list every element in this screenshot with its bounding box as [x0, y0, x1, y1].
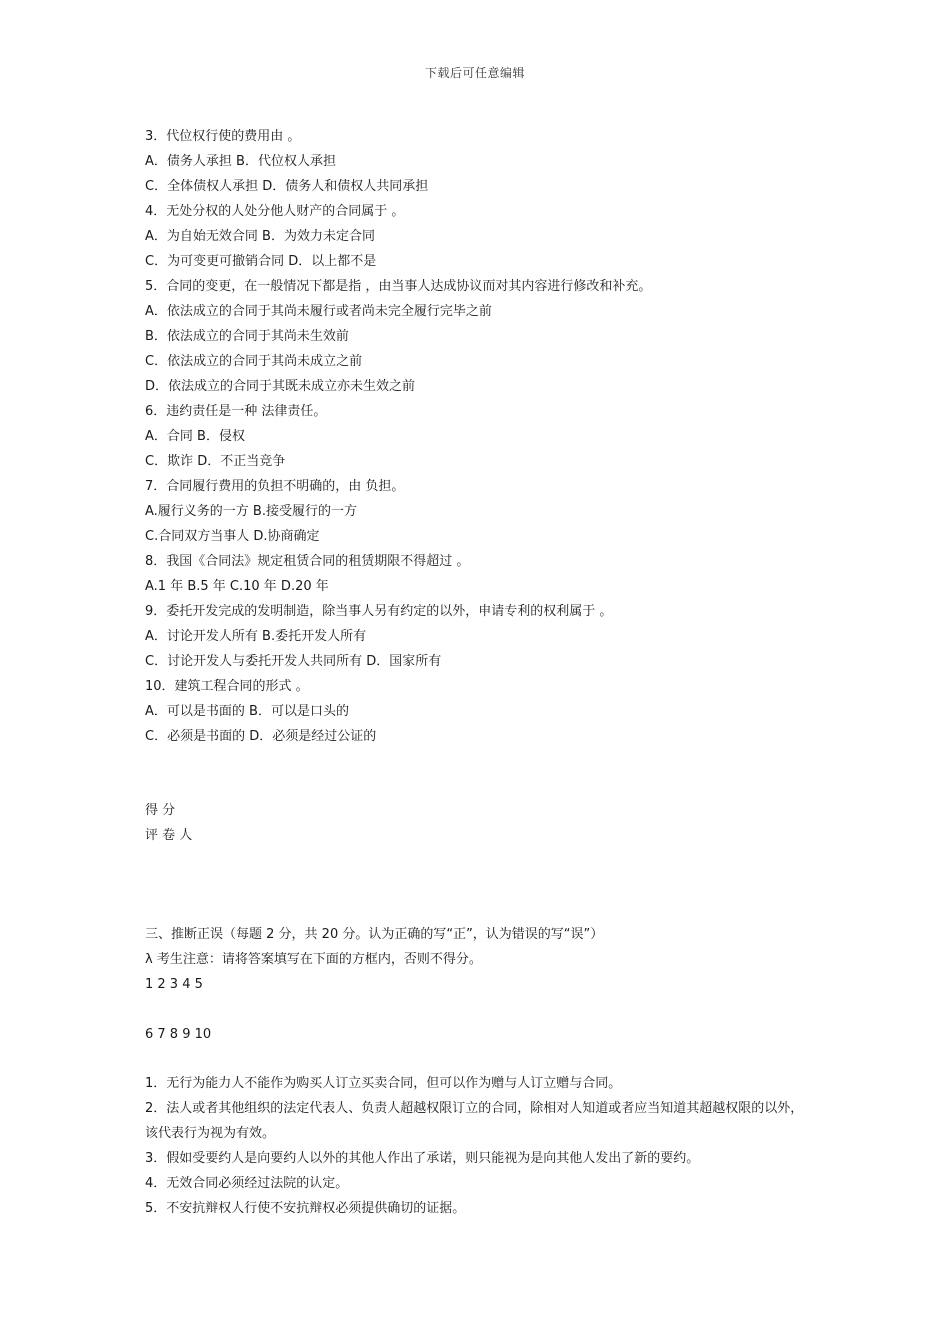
question-7-options-ab: A.履行义务的一方 B.接受履行的一方	[145, 504, 357, 519]
question-6-options-cd: C．欺诈 D．不正当竞争	[145, 454, 286, 469]
question-5-option-d: D．依法成立的合同于其既未成立亦未生效之前	[145, 379, 416, 394]
question-3-stem: 3．代位权行使的费用由 。	[145, 129, 301, 144]
question-5-option-a: A．依法成立的合同于其尚未履行或者尚未完全履行完毕之前	[145, 304, 492, 319]
tf-item-4: 4．无效合同必须经过法院的认定。	[145, 1176, 349, 1191]
question-7-options-cd: C.合同双方当事人 D.协商确定	[145, 529, 320, 544]
section-3-notice: λ 考生注意：请将答案填写在下面的方框内，否则不得分。	[145, 952, 482, 967]
section-3-title: 三、推断正误（每题 2 分，共 20 分。认为正确的写“正”，认为错误的写“误”）	[145, 927, 604, 942]
score-label: 得 分	[145, 803, 176, 818]
question-7-stem: 7．合同履行费用的负担不明确的，由 负担。	[145, 479, 405, 494]
tf-item-1: 1．无行为能力人不能作为购买人订立买卖合同，但可以作为赠与人订立赠与合同。	[145, 1076, 622, 1091]
question-10-stem: 10．建筑工程合同的形式 。	[145, 679, 309, 694]
question-6-options-ab: A．合同 B．侵权	[145, 429, 245, 444]
question-9-stem: 9．委托开发完成的发明制造，除当事人另有约定的以外，申请专利的权利属于 。	[145, 604, 613, 619]
question-9-options-ab: A．讨论开发人所有 B.委托开发人所有	[145, 629, 367, 644]
question-10-options-cd: C．必须是书面的 D．必须是经过公证的	[145, 729, 377, 744]
question-3-options-ab: A．债务人承担 B．代位权人承担	[145, 154, 336, 169]
question-5-stem: 5．合同的变更，在一般情况下都是指 ，由当事人达成协议而对其内容进行修改和补充。	[145, 279, 652, 294]
question-4-options-ab: A．为自始无效合同 B．为效力未定合同	[145, 229, 375, 244]
question-10-options-ab: A．可以是书面的 B．可以是口头的	[145, 704, 349, 719]
tf-item-2: 2．法人或者其他组织的法定代表人、负责人超越权限订立的合同，除相对人知道或者应当知道其超越权限的以外，该代表行为视为有效。	[145, 1101, 804, 1141]
answer-grid-row-2: 6 7 8 9 10	[145, 1027, 212, 1042]
page-header: 下载后可任意编辑	[424, 66, 525, 80]
question-8-stem: 8．我国《合同法》规定租赁合同的租赁期限不得超过 。	[145, 554, 470, 569]
question-4-options-cd: C．为可变更可撤销合同 D．以上都不是	[145, 254, 377, 269]
question-8-options: A.1 年 B.5 年 C.10 年 D.20 年	[145, 579, 329, 594]
question-5-option-b: B．依法成立的合同于其尚未生效前	[145, 329, 349, 344]
question-4-stem: 4．无处分权的人处分他人财产的合同属于 。	[145, 204, 405, 219]
question-5-option-c: C．依法成立的合同于其尚未成立之前	[145, 354, 363, 369]
tf-item-5: 5．不安抗辩权人行使不安抗辩权必须提供确切的证据。	[145, 1201, 466, 1216]
answer-grid-row-1: 1 2 3 4 5	[145, 977, 203, 992]
question-3-options-cd: C．全体债权人承担 D．债务人和债权人共同承担	[145, 179, 429, 194]
grader-label: 评 卷 人	[145, 828, 193, 843]
tf-item-3: 3．假如受要约人是向要约人以外的其他人作出了承诺，则只能视为是向其他人发出了新的要约。	[145, 1151, 700, 1166]
question-9-options-cd: C．讨论开发人与委托开发人共同所有 D．国家所有	[145, 654, 442, 669]
question-6-stem: 6．违约责任是一种 法律责任。	[145, 404, 327, 419]
